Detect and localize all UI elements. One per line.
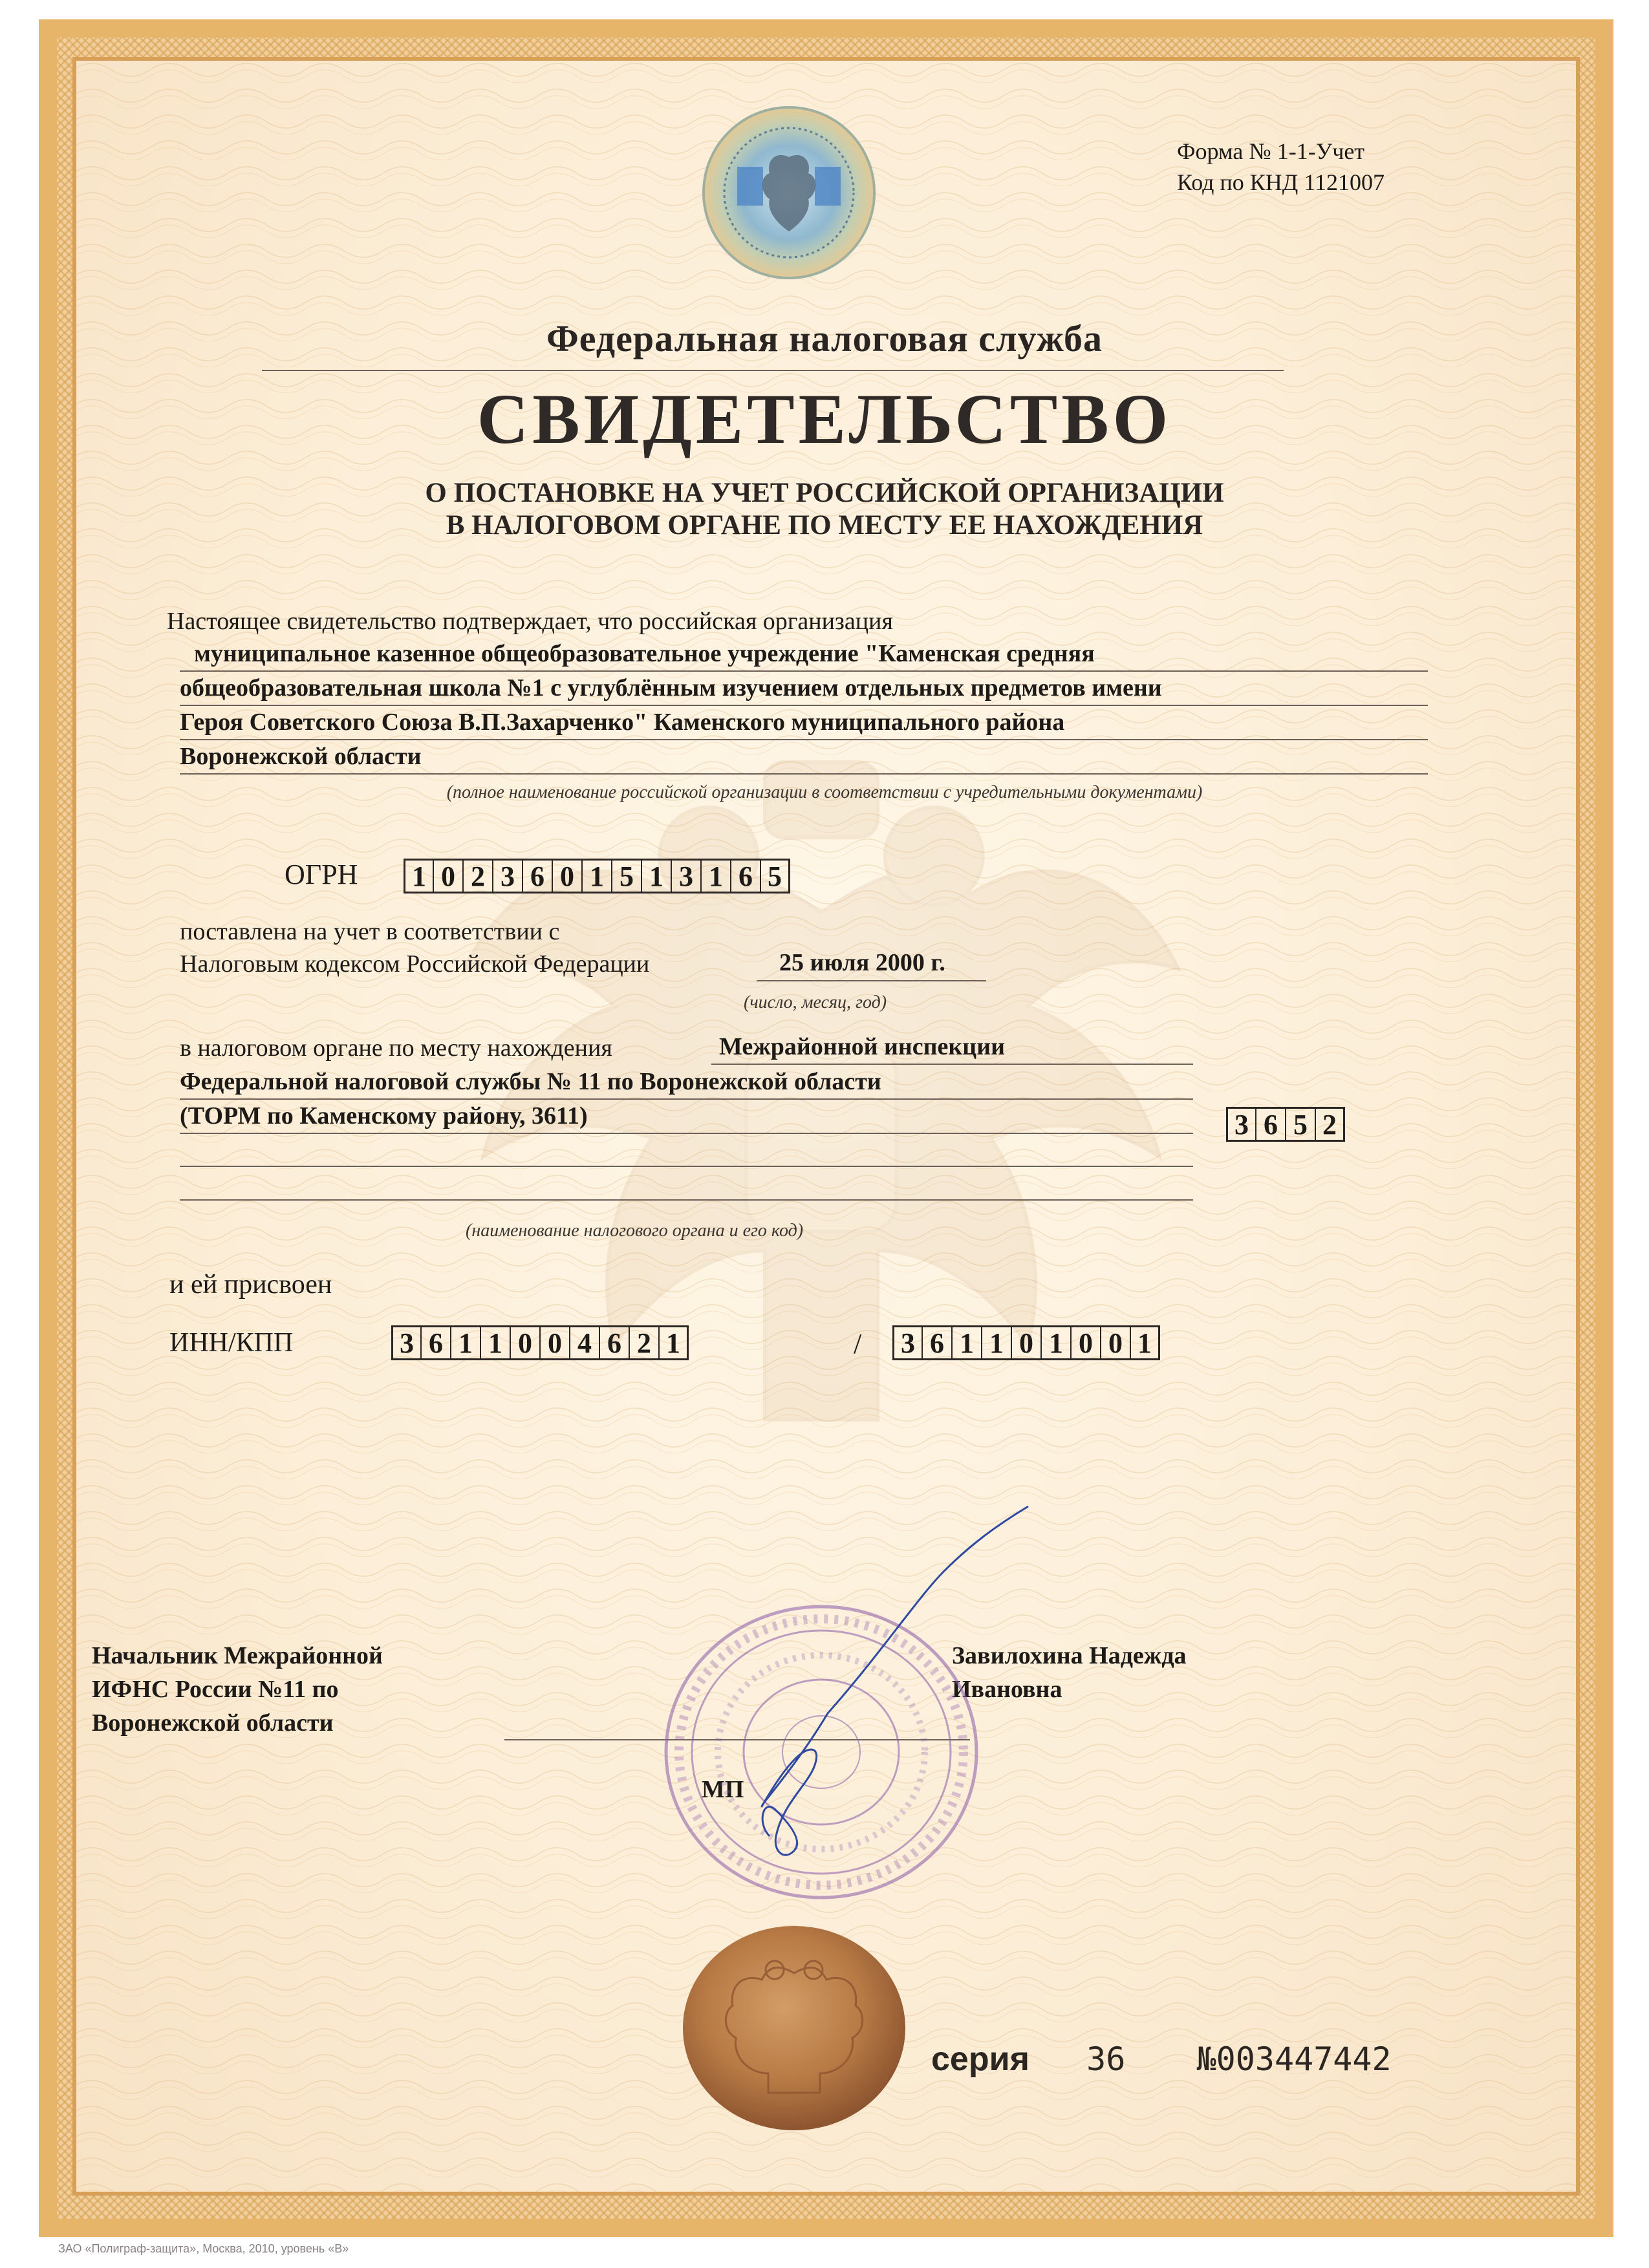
signer-position-line-2: ИФНС России №11 по [92,1676,339,1703]
tax-office-hint: (наименование налогового органа и его код) [466,1221,804,1241]
series-value: 36 [1086,2040,1126,2078]
kpp-digit: 1 [982,1325,1011,1360]
org-name-line-1: муниципальное казенное общеобразовательное учреждение "Каменская средняя [194,640,1095,667]
date-underline [757,980,986,981]
tax-office-line-3: (ТОРМ по Каменскому району, 3611) [180,1102,588,1129]
org-underline-1 [180,670,1428,672]
ogrn-digit: 6 [731,859,760,893]
ogrn-digit: 1 [582,859,612,893]
inn-kpp-label: ИНН/КПП [169,1328,294,1358]
registration-line-1: поставлена на учет в соответствии с [180,918,560,945]
subtitle-line-1: О ПОСТАНОВКЕ НА УЧЕТ РОССИЙСКОЙ ОРГАНИЗАЦИИ [425,478,1224,508]
ogrn-digit-boxes [404,859,790,893]
kpp-digit: 3 [892,1325,922,1360]
tax-office-line-2: Федеральной налоговой службы № 11 по Воронежской области [180,1068,881,1095]
inn-kpp-separator: / [854,1328,862,1360]
inn-digit-boxes [391,1325,689,1360]
kpp-digit: 6 [922,1325,952,1360]
hologram-emblem-icon [698,102,879,283]
inn-digit: 0 [540,1325,570,1360]
tax-office-code-digit: 3 [1226,1107,1256,1142]
signer-name-line-2: Ивановна [952,1676,1062,1703]
ogrn-digit: 0 [433,859,463,893]
kpp-digit: 1 [1041,1325,1071,1360]
kpp-digit: 1 [1130,1325,1160,1360]
document-title: СВИДЕТЕЛЬСТВО [477,380,1172,458]
inn-digit: 0 [510,1325,540,1360]
printer-imprint: ЗАО «Полиграф-защита», Москва, 2010, уровень «В» [58,2242,349,2255]
stamp-place-label: МП [702,1776,744,1803]
subtitle-line-2: В НАЛОГОВОМ ОРГАНЕ ПО МЕСТУ ЕЕ НАХОЖДЕНИЯ [446,510,1203,540]
ogrn-digit: 1 [701,859,731,893]
tax-office-underline-2 [180,1098,1193,1100]
ogrn-digit: 5 [612,859,641,893]
title-divider [262,370,1284,371]
document-subtitle [0,477,1649,542]
org-underline-3 [180,739,1428,740]
series-label: серия [931,2040,1029,2078]
kpp-digit: 0 [1011,1325,1041,1360]
tax-office-code-digit: 6 [1256,1107,1286,1142]
ogrn-digit: 1 [404,859,433,893]
inn-digit: 3 [391,1325,421,1360]
inn-digit: 4 [570,1325,599,1360]
ogrn-label: ОГРН [285,859,358,890]
tax-office-underline-1 [711,1064,1193,1065]
series-number [931,2040,1392,2079]
org-intro: Настоящее свидетельство подтверждает, что российская организация [167,608,893,635]
tax-office-underline-3 [180,1133,1193,1134]
tax-office-line-1: Межрайонной инспекции [719,1033,1005,1060]
signer-position [92,1639,383,1740]
knd-code: Код по КНД 1121007 [1177,169,1385,195]
handwritten-signature [724,1500,1035,1888]
org-name-line-4: Воронежской области [180,743,422,770]
org-name-line-2: общеобразовательная школа №1 с углублённым изучением отдельных предметов имени [180,674,1162,701]
tax-office-code-digit: 2 [1315,1107,1345,1142]
signer-name-line-1: Завилохина Надежда [952,1642,1187,1669]
inn-digit: 6 [599,1325,629,1360]
inn-digit: 1 [480,1325,510,1360]
kpp-digit: 0 [1101,1325,1130,1360]
org-underline-2 [180,705,1428,706]
foil-seal-icon [678,1921,911,2135]
kpp-digit: 1 [952,1325,982,1360]
form-number-block [1177,136,1385,198]
ogrn-digit: 3 [493,859,523,893]
org-name-hint: (полное наименование российской организации в соответствии с учредительными документами) [446,782,1203,802]
registration-date: 25 июля 2000 г. [779,949,945,976]
ogrn-digit: 0 [552,859,582,893]
date-hint: (число, месяц, год) [744,992,887,1012]
tax-office-intro: в налоговом органе по месту нахождения [180,1034,612,1062]
signer-position-line-3: Воронежской области [92,1709,334,1737]
ogrn-digit: 6 [523,859,552,893]
ogrn-digit: 2 [463,859,493,893]
issuer-title: Федеральная налоговая служба [546,317,1103,359]
form-number: Форма № 1-1-Учет [1177,138,1365,164]
signer-position-line-1: Начальник Межрайонной [92,1642,383,1669]
ogrn-digit: 5 [760,859,790,893]
kpp-digit-boxes [892,1325,1160,1360]
registration-line-2: Налоговым кодексом Российской Федерации [180,950,650,978]
inn-digit: 2 [629,1325,659,1360]
inn-digit: 1 [659,1325,689,1360]
tax-office-code-boxes [1226,1107,1345,1142]
org-underline-4 [180,773,1428,775]
blank-number: №003447442 [1196,2040,1392,2078]
ogrn-digit: 3 [671,859,701,893]
tax-office-code-digit: 5 [1286,1107,1315,1142]
tax-office-underline-4 [180,1166,1193,1167]
ogrn-digit: 1 [641,859,671,893]
assigned-label: и ей присвоен [169,1270,332,1300]
inn-digit: 6 [421,1325,451,1360]
inn-digit: 1 [451,1325,480,1360]
org-name-line-3: Героя Советского Союза В.П.Захарченко" Каменского муниципального района [180,709,1065,736]
kpp-digit: 0 [1071,1325,1101,1360]
tax-office-underline-5 [180,1199,1193,1201]
